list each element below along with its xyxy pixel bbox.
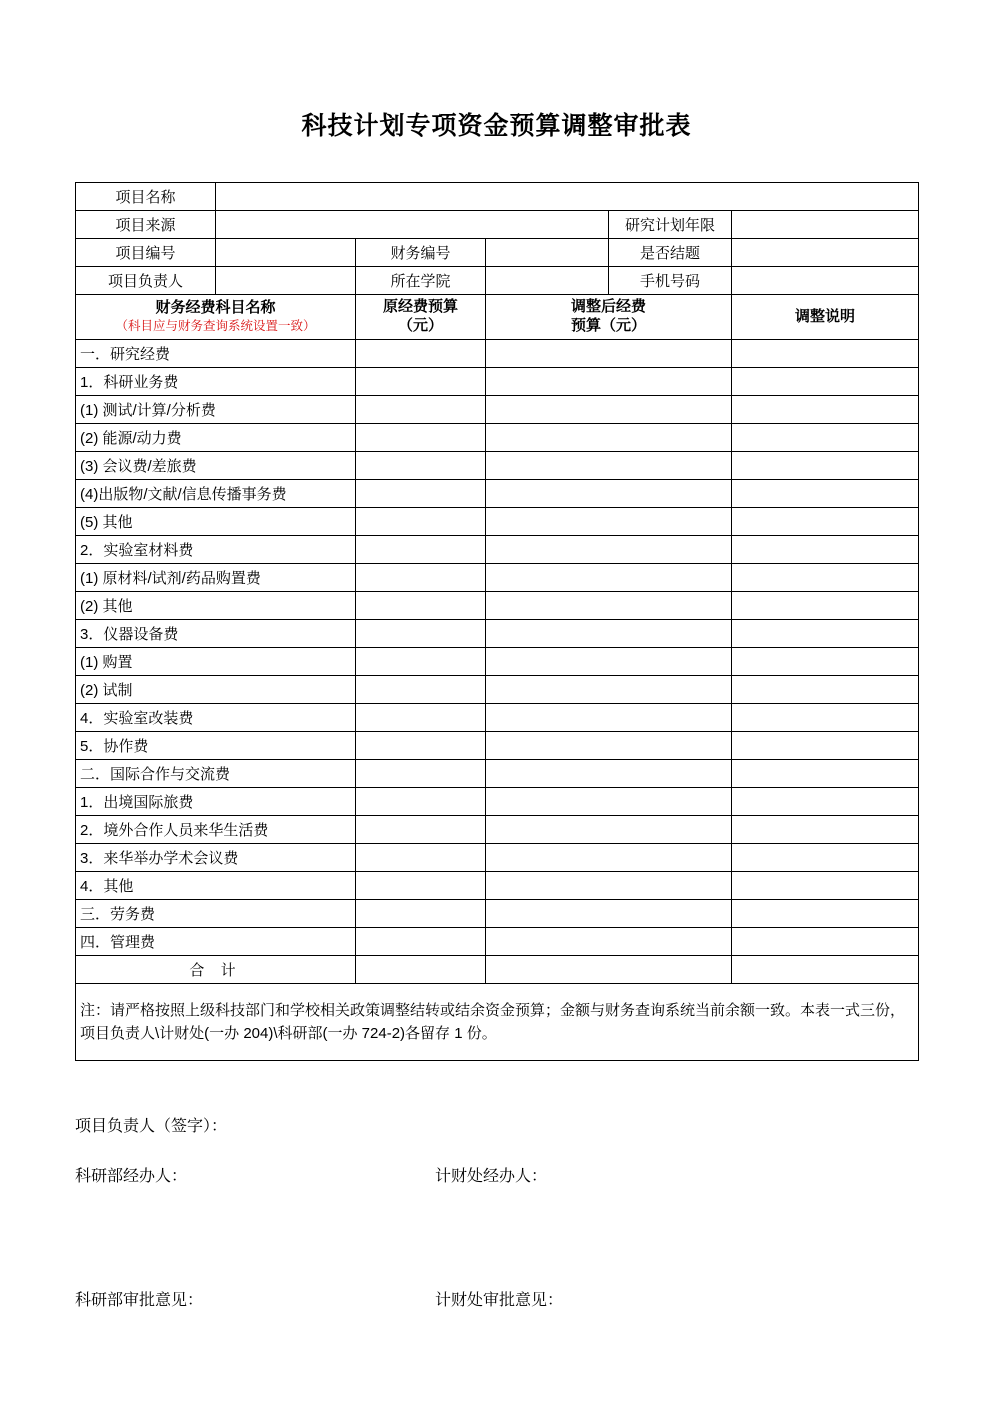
row-subject-name: (2) 能源/动力费: [76, 424, 356, 452]
row-original-budget[interactable]: [356, 536, 486, 564]
table-row: [76, 183, 919, 211]
signature-label-approval-finance: 计财处审批意见：: [435, 1292, 564, 1309]
table-row: [76, 676, 919, 704]
table-row: [76, 396, 919, 424]
field-value-project-name[interactable]: [216, 183, 919, 211]
row-adjusted-budget[interactable]: [486, 536, 732, 564]
row-subject-name: 2．实验室材料费: [76, 536, 356, 564]
row-explanation[interactable]: [732, 452, 919, 480]
row-subject-name: (2) 其他: [76, 592, 356, 620]
table-row: [76, 816, 919, 844]
column-header-explanation: 调整说明: [732, 295, 919, 340]
table-row: [76, 536, 919, 564]
row-adjusted-budget[interactable]: [486, 704, 732, 732]
row-original-budget[interactable]: [356, 368, 486, 396]
row-adjusted-budget[interactable]: [486, 676, 732, 704]
table-row: [76, 340, 919, 368]
field-label-project-name: 项目名称: [76, 183, 216, 211]
table-row: [76, 900, 919, 928]
field-value-project-source[interactable]: [216, 211, 609, 239]
row-adjusted-budget[interactable]: [486, 844, 732, 872]
row-original-budget[interactable]: [356, 396, 486, 424]
row-subject-name: 1．出境国际旅费: [76, 788, 356, 816]
row-adjusted-budget[interactable]: [486, 872, 732, 900]
column-header-adjusted-line2: 预算（元）: [570, 317, 646, 334]
table-row: [76, 788, 919, 816]
table-row: [76, 508, 919, 536]
table-note-row: [76, 984, 919, 1061]
table-row: [76, 564, 919, 592]
row-explanation[interactable]: [732, 508, 919, 536]
total-original-budget[interactable]: [356, 956, 486, 984]
row-original-budget[interactable]: [356, 760, 486, 788]
signature-label-leader: 项目负责人（签字）：: [75, 1118, 228, 1135]
row-adjusted-budget[interactable]: [486, 340, 732, 368]
row-subject-name: 3．仪器设备费: [76, 620, 356, 648]
signature-section: [75, 1061, 918, 1309]
table-row: [76, 424, 919, 452]
row-original-budget[interactable]: [356, 704, 486, 732]
row-adjusted-budget[interactable]: [486, 648, 732, 676]
row-original-budget[interactable]: [356, 592, 486, 620]
table-row: [76, 452, 919, 480]
field-value-research-period[interactable]: [732, 211, 919, 239]
row-subject-name: 4．实验室改装费: [76, 704, 356, 732]
row-adjusted-budget[interactable]: [486, 760, 732, 788]
row-adjusted-budget[interactable]: [486, 424, 732, 452]
row-original-budget[interactable]: [356, 676, 486, 704]
column-header-subject-text: 财务经费科目名称: [155, 299, 276, 317]
row-explanation[interactable]: [732, 704, 919, 732]
row-original-budget[interactable]: [356, 928, 486, 956]
table-note-text: 注：请严格按照上级科技部门和学校相关政策调整结转或结余资金预算；金额与财务查询系统当前余额一致。本表一式三份，项目负责人\计财处(一办 204)\科研部(一办 724-2)各留存 1 份。: [76, 984, 919, 1061]
row-explanation[interactable]: [732, 564, 919, 592]
signature-label-approval-research: 科研部审批意见：: [75, 1292, 204, 1309]
table-row: [76, 592, 919, 620]
row-adjusted-budget[interactable]: [486, 900, 732, 928]
table-row: [76, 267, 919, 295]
row-subject-name: 三．劳务费: [76, 900, 356, 928]
row-explanation[interactable]: [732, 340, 919, 368]
row-original-budget[interactable]: [356, 620, 486, 648]
row-adjusted-budget[interactable]: [486, 732, 732, 760]
row-explanation[interactable]: [732, 872, 919, 900]
table-row: [76, 480, 919, 508]
table-row: [76, 368, 919, 396]
row-explanation[interactable]: [732, 396, 919, 424]
row-subject-name: (4)出版物/文献/信息传播事务费: [76, 480, 356, 508]
field-label-finance-number: 财务编号: [356, 239, 486, 267]
row-explanation[interactable]: [732, 592, 919, 620]
row-explanation[interactable]: [732, 928, 919, 956]
signature-spacer: [75, 1185, 918, 1259]
field-value-finance-number[interactable]: [486, 239, 609, 267]
signature-row-handlers: [75, 1163, 918, 1185]
table-header-row: [76, 295, 919, 340]
row-original-budget[interactable]: [356, 508, 486, 536]
budget-adjustment-table: [75, 182, 919, 1061]
row-adjusted-budget[interactable]: [486, 508, 732, 536]
row-original-budget[interactable]: [356, 900, 486, 928]
column-header-adjusted-budget: [486, 295, 732, 340]
table-row: [76, 648, 919, 676]
form-table-container: [75, 182, 918, 1061]
row-original-budget[interactable]: [356, 424, 486, 452]
field-value-college[interactable]: [486, 267, 609, 295]
row-adjusted-budget[interactable]: [486, 480, 732, 508]
field-label-mobile: 手机号码: [609, 267, 732, 295]
row-explanation[interactable]: [732, 900, 919, 928]
row-adjusted-budget[interactable]: [486, 564, 732, 592]
table-row: [76, 211, 919, 239]
total-adjusted-budget[interactable]: [486, 956, 732, 984]
table-row: [76, 704, 919, 732]
row-original-budget[interactable]: [356, 788, 486, 816]
column-header-subject: [76, 295, 356, 340]
signature-label-handler-research: 科研部经办人：: [75, 1168, 188, 1185]
row-explanation[interactable]: [732, 368, 919, 396]
table-row: [76, 872, 919, 900]
row-subject-name: 一．研究经费: [76, 340, 356, 368]
row-adjusted-budget[interactable]: [486, 816, 732, 844]
column-header-original-line2: （元）: [397, 317, 443, 334]
row-adjusted-budget[interactable]: [486, 452, 732, 480]
signature-row-leader: [75, 1113, 918, 1135]
row-original-budget[interactable]: [356, 732, 486, 760]
row-explanation[interactable]: [732, 732, 919, 760]
table-row: [76, 928, 919, 956]
row-subject-name: (3) 会议费/差旅费: [76, 452, 356, 480]
field-value-is-concluded[interactable]: [732, 239, 919, 267]
field-label-college: 所在学院: [356, 267, 486, 295]
row-original-budget[interactable]: [356, 340, 486, 368]
column-header-original-budget: [356, 295, 486, 340]
row-explanation[interactable]: [732, 760, 919, 788]
row-subject-name: 四．管理费: [76, 928, 356, 956]
column-header-adjusted-line1: 调整后经费: [570, 298, 646, 316]
row-subject-name: 1．科研业务费: [76, 368, 356, 396]
row-subject-name: (5) 其他: [76, 508, 356, 536]
row-subject-name: (1) 测试/计算/分析费: [76, 396, 356, 424]
row-explanation[interactable]: [732, 844, 919, 872]
table-row: [76, 760, 919, 788]
row-original-budget[interactable]: [356, 816, 486, 844]
row-subject-name: (2) 试制: [76, 676, 356, 704]
table-total-row: [76, 956, 919, 984]
page-title: 科技计划专项资金预算调整审批表: [301, 113, 692, 140]
table-row: [76, 844, 919, 872]
field-value-project-leader[interactable]: [216, 267, 356, 295]
row-explanation[interactable]: [732, 676, 919, 704]
row-adjusted-budget[interactable]: [486, 592, 732, 620]
row-explanation[interactable]: [732, 536, 919, 564]
field-value-project-number[interactable]: [216, 239, 356, 267]
table-row: [76, 620, 919, 648]
row-subject-name: 3．来华举办学术会议费: [76, 844, 356, 872]
row-original-budget[interactable]: [356, 564, 486, 592]
row-original-budget[interactable]: [356, 844, 486, 872]
row-adjusted-budget[interactable]: [486, 928, 732, 956]
row-original-budget[interactable]: [356, 452, 486, 480]
row-subject-name: (1) 购置: [76, 648, 356, 676]
row-explanation[interactable]: [732, 816, 919, 844]
total-label: 合 计: [76, 956, 356, 984]
row-subject-name: 二．国际合作与交流费: [76, 760, 356, 788]
row-explanation[interactable]: [732, 788, 919, 816]
row-adjusted-budget[interactable]: [486, 620, 732, 648]
row-original-budget[interactable]: [356, 648, 486, 676]
field-label-project-source: 项目来源: [76, 211, 216, 239]
row-explanation[interactable]: [732, 648, 919, 676]
field-label-is-concluded: 是否结题: [609, 239, 732, 267]
row-original-budget[interactable]: [356, 480, 486, 508]
field-label-project-leader: 项目负责人: [76, 267, 216, 295]
row-explanation[interactable]: [732, 620, 919, 648]
signature-row-approvals: [75, 1287, 918, 1309]
row-subject-name: 2．境外合作人员来华生活费: [76, 816, 356, 844]
row-subject-name: (1) 原材料/试剂/药品购置费: [76, 564, 356, 592]
row-original-budget[interactable]: [356, 872, 486, 900]
column-header-subject-note: （科目应与财务查询系统设置一致）: [115, 319, 316, 334]
row-adjusted-budget[interactable]: [486, 788, 732, 816]
signature-label-handler-finance: 计财处经办人：: [435, 1168, 548, 1185]
table-row: [76, 239, 919, 267]
column-header-original-line1: 原经费预算: [382, 298, 458, 316]
field-label-research-period: 研究计划年限: [609, 211, 732, 239]
row-adjusted-budget[interactable]: [486, 396, 732, 424]
field-label-project-number: 项目编号: [76, 239, 216, 267]
row-subject-name: 5．协作费: [76, 732, 356, 760]
table-row: [76, 732, 919, 760]
row-explanation[interactable]: [732, 424, 919, 452]
row-subject-name: 4．其他: [76, 872, 356, 900]
total-explanation[interactable]: [732, 956, 919, 984]
row-explanation[interactable]: [732, 480, 919, 508]
field-value-mobile[interactable]: [732, 267, 919, 295]
row-adjusted-budget[interactable]: [486, 368, 732, 396]
